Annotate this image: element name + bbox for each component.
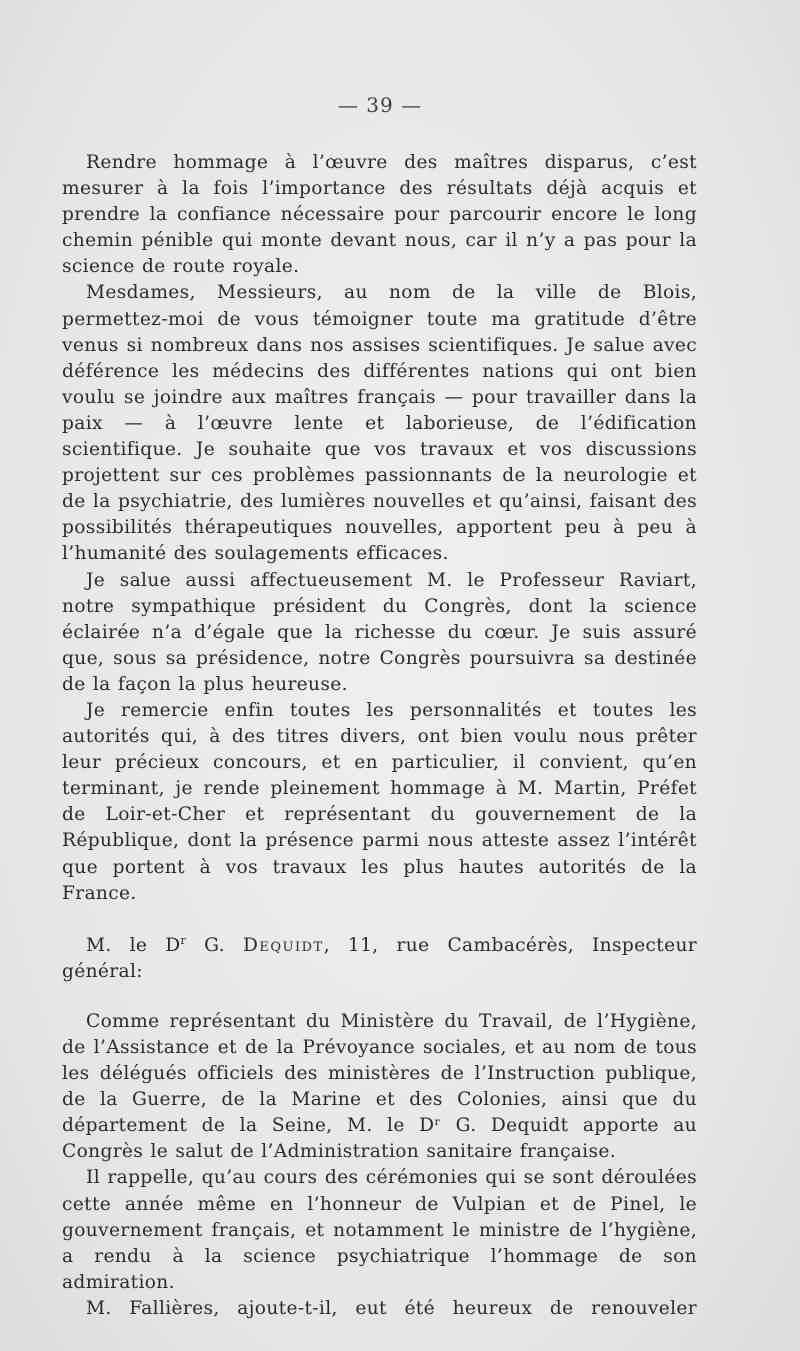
paragraph: M. Fallières, ajoute-t-il, eut été heureux de renouveler bbox=[86, 1297, 697, 1319]
paragraph: Je salue aussi affectueusement M. le Professeur Raviart, notre sympathique président du Congrès, dont la science éclairée n’a d’égale que la richesse du cœur. Je suis assuré que, sous sa présidence, notre Congrès poursuivra sa destinée de la façon la plus heureuse. bbox=[62, 569, 697, 695]
paragraph: Je remercie enfin toutes les personnalités et toutes les autorités qui, à des titres divers, ont bien voulu nous prêter leur précieux concours, et en particulier, il convient, qu’en terminant, je rende pleinement hommage à M. Martin, Préfet de Loir-et-Cher et représentant du gouvernement de la République, dont la présence parmi nous atteste assez l’intérêt que portent à vos travaux les plus hautes autorités de la France. bbox=[62, 699, 697, 904]
paragraph: Rendre hommage à l’œuvre des maîtres disparus, c’est mesurer à la fois l’importance des résultats déjà acquis et prendre la confiance nécessaire pour parcourir encore le long chemin pénible qui monte devant nous, car il n’y a pas pour la science de route royale. bbox=[62, 152, 697, 278]
speaker-name: Dequidt bbox=[242, 934, 324, 956]
speaker-prefix-sup: r bbox=[180, 933, 187, 947]
speaker-initial: G. bbox=[186, 934, 243, 956]
speaker-prefix: M. le D bbox=[86, 934, 181, 956]
speaker-address: , 11, rue Cambacérès, Inspecteur général: bbox=[62, 934, 698, 982]
body-text bbox=[62, 150, 697, 1322]
paragraph: Comme représentant du Ministère du Travail, de l’Hygiène, de l’Assistance et de la Prévoyance sociales, et au nom de tous les délégués officiels des ministères de l’Instruction publique, de la Guerre, de la Marine et des Colonies, ainsi que du département de la Seine, M. le Dʳ G. Dequidt apporte au Congrès le salut de l’Administration sanitaire française. bbox=[62, 1010, 697, 1163]
paragraph: Il rappelle, qu’au cours des cérémonies qui se sont déroulées cette année même en l’honneur de Vulpian et de Pinel, le gouvernement français, et notamment le ministre de l’hygiène, a rendu à la science psychiatrique l’hommage de son admiration. bbox=[62, 1167, 697, 1293]
page-number: — 39 — bbox=[337, 93, 423, 117]
paragraph: Mesdames, Messieurs, au nom de la ville de Blois, permettez-moi de vous témoigner toute ma gratitude d’être venus si nombreux dans nos assises scientifiques. Je salue avec déférence les médecins des différentes nations qui ont bien voulu se joindre aux maîtres français — pour travailler dans la paix — à l’œuvre lente et laborieuse, de l’édification scientifique. Je souhaite que vos travaux et vos discussions projettent sur ces problèmes passionnants de la neurologie et de la psychiatrie, des lumières nouvelles et qu’ainsi, faisant des possibilités thérapeutiques nouvelles, apportent peu à peu à l’humanité des soulagements efficaces. bbox=[62, 282, 697, 565]
speaker-heading bbox=[62, 933, 697, 985]
